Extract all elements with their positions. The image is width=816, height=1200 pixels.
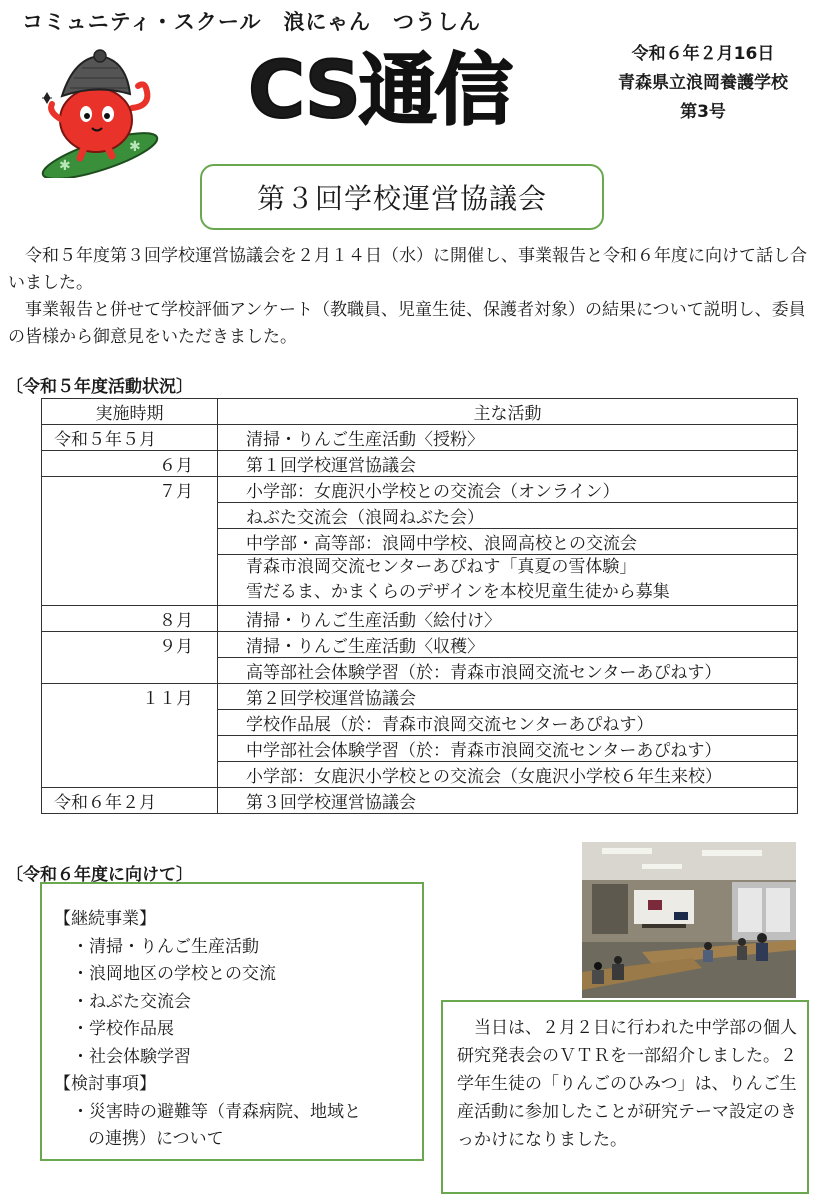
review-items-heading: 【検討事項】 [54, 1074, 156, 1094]
photo-caption: 当日は、２月２日に行われた中学部の個人研究発表会のＶＴＲを一部紹介しました。２学年生徒の「りんごのひみつ」は、りんご生産活動に参加したことが研究テーマ設定のきっかけになりました。 [457, 1018, 797, 1150]
table-row [42, 632, 798, 658]
column-header-activity: 主な活動 [218, 399, 798, 425]
intro-paragraph: 事業報告と併せて学校評価アンケート（教職員、児童生徒、保護者対象）の結果について説明し、委員の皆様から御意見をいただきました。 [8, 300, 806, 347]
activity-line: 雪だるま、かまくらのデザインを本校児童生徒から募集 [246, 582, 670, 602]
activity-cell: 第１回学校運営協議会 [218, 451, 798, 477]
activity-cell: 小学部：女鹿沢小学校との交流会（女鹿沢小学校６年生来校） [218, 762, 798, 788]
table-header-row [42, 399, 798, 425]
activity-cell: 小学部：女鹿沢小学校との交流会（オンライン） [218, 477, 798, 503]
meeting-title-box [200, 164, 604, 230]
meeting-photo [582, 842, 796, 998]
period-cell: 令和５年５月 [42, 425, 218, 451]
table-row [42, 788, 798, 814]
photo-caption-box [441, 1000, 809, 1194]
period-cell: ６月 [42, 451, 218, 477]
activity-cell: 中学部・高等部：浪岡中学校、浪岡高校との交流会 [218, 529, 798, 555]
intro-paragraph: 令和５年度第３回学校運営協議会を２月１４日（水）に開催し、事業報告と令和６年度に向けて話し合いました。 [8, 246, 807, 293]
activities-section-title: 〔令和５年度活動状況〕 [6, 377, 193, 397]
activities-table [41, 398, 798, 814]
newsletter-title: CS通信 [248, 46, 511, 136]
future-section-title: 〔令和６年度に向けて〕 [6, 865, 193, 885]
table-row [42, 451, 798, 477]
school-name: 青森県立浪岡養護学校 [618, 73, 788, 93]
list-item: ・社会体験学習 [72, 1046, 191, 1067]
continuing-projects-heading: 【継続事業】 [54, 909, 156, 929]
list-item: ・浪岡地区の学校との交流 [72, 964, 276, 984]
period-cell: ７月 [42, 477, 218, 606]
table-row [42, 684, 798, 710]
activity-cell: 高等部社会体験学習（於：青森市浪岡交流センターあぴねす） [218, 658, 798, 684]
activity-cell: ねぶた交流会（浪岡ねぶた会） [218, 503, 798, 529]
issue-meta [598, 40, 808, 127]
activity-cell: 第２回学校運営協議会 [218, 684, 798, 710]
activity-line: 青森市浪岡交流センターあぴねす「真夏の雪体験」 [246, 557, 637, 577]
list-item: ・清掃・りんご生産活動 [72, 936, 259, 957]
apple-cat-mascot-icon [34, 48, 164, 178]
activity-cell: 清掃・りんご生産活動〈絵付け〉 [218, 606, 798, 632]
period-cell: ９月 [42, 632, 218, 684]
issue-number: 第3号 [680, 102, 726, 122]
table-row [42, 606, 798, 632]
column-header-period: 実施時期 [42, 399, 218, 425]
svg-text:✱: ✱ [129, 139, 141, 155]
period-cell: ８月 [42, 606, 218, 632]
meeting-title: 第３回学校運営協議会 [256, 182, 547, 215]
activity-cell: 清掃・りんご生産活動〈授粉〉 [218, 425, 798, 451]
future-plans-box [40, 882, 424, 1161]
table-row [42, 425, 798, 451]
intro-text [8, 243, 808, 351]
svg-text:✱: ✱ [59, 158, 71, 174]
activity-cell: 第３回学校運営協議会 [218, 788, 798, 814]
activity-cell [218, 555, 798, 606]
period-cell: 令和６年２月 [42, 788, 218, 814]
list-item-continuation: の連携）について [88, 1129, 224, 1149]
list-item: ・学校作品展 [72, 1019, 174, 1039]
table-row [42, 477, 798, 503]
period-cell: １１月 [42, 684, 218, 788]
activity-cell: 中学部社会体験学習（於：青森市浪岡交流センターあぴねす） [218, 736, 798, 762]
list-item: ・ねぶた交流会 [72, 991, 191, 1012]
issue-date: 令和６年２月16日 [631, 44, 775, 64]
activity-cell: 清掃・りんご生産活動〈収穫〉 [218, 632, 798, 658]
list-item: ・災害時の避難等（青森病院、地域と [72, 1101, 361, 1122]
top-label: コミュニティ・スクール 浪にゃん つうしん [22, 10, 482, 34]
activity-cell: 学校作品展（於：青森市浪岡交流センターあぴねす） [218, 710, 798, 736]
